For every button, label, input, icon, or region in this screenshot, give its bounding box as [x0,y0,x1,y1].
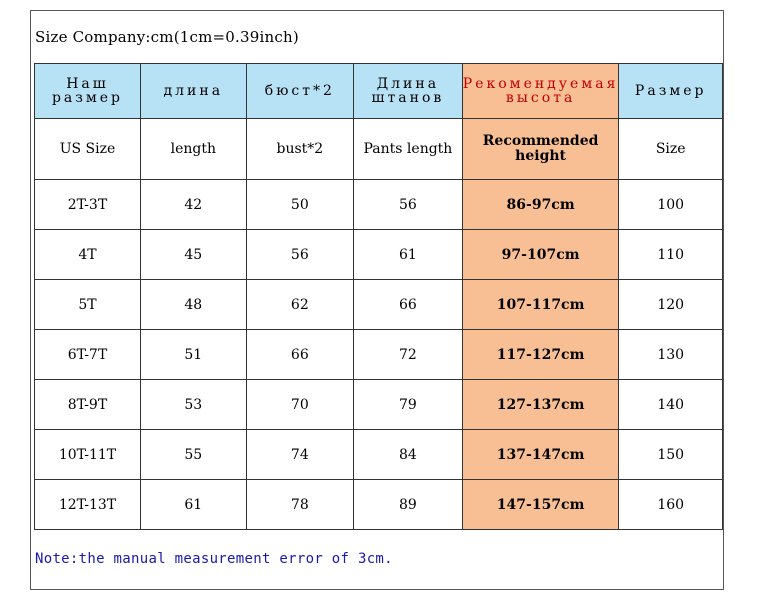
cell-length: 45 [140,230,246,280]
cell-bust: 62 [246,280,353,330]
cell-bust: 70 [246,380,353,430]
en-header-pants-length: Pants length [354,119,463,180]
en-header-us-size: US Size [35,119,141,180]
table-row [35,430,723,480]
en-header-bust: bust*2 [246,119,353,180]
cell-size: 130 [619,330,723,380]
cell-size: 150 [619,430,723,480]
cell-pants-length: 56 [354,180,463,230]
cell-pants-length: 84 [354,430,463,480]
cell-us-size: 10T-11T [35,430,141,480]
ru-header-pants-length: Длина штанов [354,64,463,119]
cell-bust: 66 [246,330,353,380]
cell-recommended-height: 107-117cm [462,280,619,330]
table-row [35,480,723,530]
cell-pants-length: 89 [354,480,463,530]
table-row [35,230,723,280]
ru-header-recommended-height: Рекомендуемая высота [462,64,619,119]
cell-size: 120 [619,280,723,330]
table-row [35,330,723,380]
cell-size: 100 [619,180,723,230]
cell-length: 61 [140,480,246,530]
cell-us-size: 4T [35,230,141,280]
en-header-recommended-height: Recommended height [462,119,619,180]
cell-recommended-height: 86-97cm [462,180,619,230]
cell-size: 160 [619,480,723,530]
cell-pants-length: 72 [354,330,463,380]
cell-us-size: 2T-3T [35,180,141,230]
en-header-length: length [140,119,246,180]
cell-pants-length: 61 [354,230,463,280]
measurement-note: Note:the manual measurement error of 3cm. [35,551,393,567]
cell-length: 51 [140,330,246,380]
table-row [35,180,723,230]
cell-bust: 78 [246,480,353,530]
cell-size: 110 [619,230,723,280]
en-header-size: Size [619,119,723,180]
ru-header-size: Размер [619,64,723,119]
cell-recommended-height: 137-147cm [462,430,619,480]
table-row [35,280,723,330]
cell-us-size: 5T [35,280,141,330]
cell-pants-length: 79 [354,380,463,430]
cell-length: 53 [140,380,246,430]
cell-length: 48 [140,280,246,330]
cell-recommended-height: 147-157cm [462,480,619,530]
cell-us-size: 8T-9T [35,380,141,430]
cell-bust: 50 [246,180,353,230]
ru-header-length: длина [140,64,246,119]
cell-bust: 74 [246,430,353,480]
cell-length: 42 [140,180,246,230]
chart-title: Size Company:cm(1cm=0.39inch) [35,28,299,46]
cell-us-size: 6T-7T [35,330,141,380]
english-header-row [35,119,723,180]
cell-bust: 56 [246,230,353,280]
cell-us-size: 12T-13T [35,480,141,530]
ru-header-our-size: Наш размер [35,64,141,119]
cell-length: 55 [140,430,246,480]
russian-header-row [35,64,723,119]
cell-recommended-height: 117-127cm [462,330,619,380]
cell-recommended-height: 97-107cm [462,230,619,280]
size-table [34,63,723,530]
ru-header-bust: бюст*2 [246,64,353,119]
cell-pants-length: 66 [354,280,463,330]
size-chart-frame [30,10,724,590]
cell-size: 140 [619,380,723,430]
table-row [35,380,723,430]
cell-recommended-height: 127-137cm [462,380,619,430]
